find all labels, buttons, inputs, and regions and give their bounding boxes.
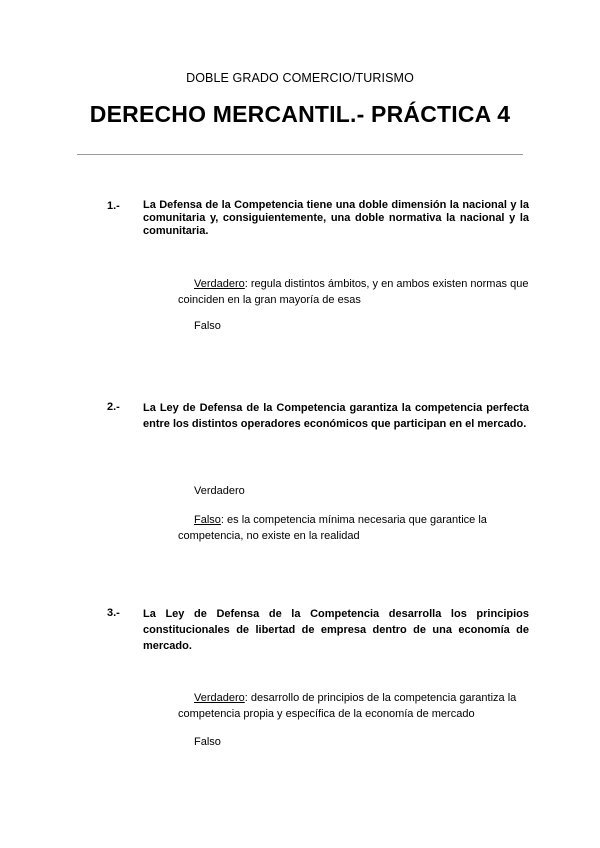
question-3-answer-verdadero	[178, 690, 538, 722]
question-3-text: La Ley de Defensa de la Competencia desarrolla los principios constitucionales de libertad de empresa dentro de una economía de mercado.	[143, 608, 529, 652]
answer-explanation: : es la competencia mínima necesaria que garantice la competencia, no existe en la realidad	[178, 514, 487, 542]
answer-label-falso: Falso	[194, 514, 221, 526]
question-3-answer-falso: Falso	[194, 736, 221, 748]
answer-label-verdadero: Verdadero	[194, 278, 245, 290]
question-3	[107, 606, 529, 654]
question-1	[107, 199, 529, 238]
document-subtitle: DOBLE GRADO COMERCIO/TURISMO	[186, 71, 414, 85]
question-1-answer-verdadero	[178, 276, 538, 308]
question-2-number: 2.-	[107, 401, 120, 413]
answer-explanation: : desarrollo de principios de la competencia garantiza la competencia propia y específica de la economía de mercado	[178, 692, 517, 720]
header-divider	[77, 154, 523, 155]
question-2-answer-verdadero: Verdadero	[194, 485, 245, 497]
document-title: DERECHO MERCANTIL.- PRÁCTICA 4	[89, 101, 511, 127]
question-1-text: La Defensa de la Competencia tiene una doble dimensión la nacional y la comunitaria y, consiguientemente, una doble normativa la nacional y la comunitaria.	[143, 199, 529, 237]
question-3-number: 3.-	[107, 607, 120, 619]
answer-label-verdadero: Verdadero	[194, 692, 245, 704]
question-1-number: 1.-	[107, 200, 120, 212]
question-2-text: La Ley de Defensa de la Competencia garantiza la competencia perfecta entre los distintos operadores económicos que participan en el mercado.	[143, 402, 529, 430]
question-2	[107, 400, 529, 432]
question-1-answer-falso: Falso	[194, 320, 221, 332]
answer-explanation: : regula distintos ámbitos, y en ambos existen normas que coinciden en la gran mayoría de esas	[178, 278, 529, 306]
question-2-answer-falso	[178, 512, 538, 544]
